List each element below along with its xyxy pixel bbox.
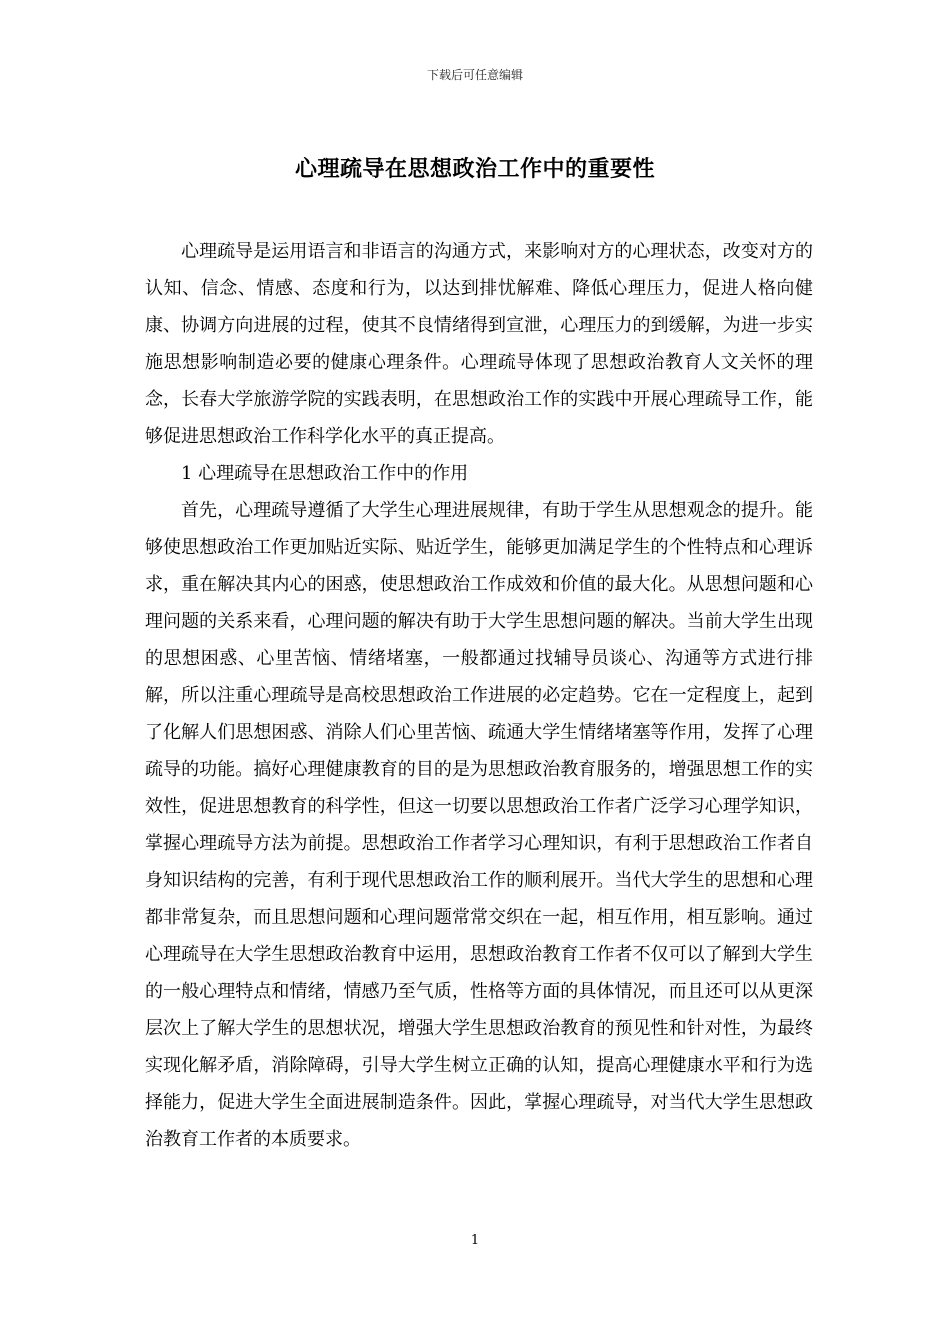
document-title: 心理疏导在思想政治工作中的重要性 [294,156,655,182]
paragraph-intro: 心理疏导是运用语言和非语言的沟通方式，来影响对方的心理状态，改变对方的认知、信念、情感、态度和行为，以达到排忧解难、降低心理压力，促进人格向健康、协调方向进展的过程，使其不良情绪得到宣泄，心理压力的到缓解，为进一步实施思想影响制造必要的健康心理条件。心理疏导体现了思想政治教育人文关怀的理念，长春大学旅游学院的实践表明，在思想政治工作的实践中开展心理疏导工作，能够促进思想政治工作科学化水平的真正提高。 [145,241,813,447]
page-number: 1 [470,1233,480,1248]
header-note: 下载后可任意编辑 [426,68,523,82]
document-body [145,233,813,1158]
paragraph-first: 首先，心理疏导遵循了大学生心理进展规律，有助于学生从思想观念的提升。能够使思想政治工作更加贴近实际、贴近学生，能够更加满足学生的个性特点和心理诉求，重在解决其内心的困惑，使思想政治工作成效和价值的最大化。从思想问题和心理问题的关系来看，心理问题的解决有助于大学生思想问题的解决。当前大学生出现的思想困惑、心里苦恼、情绪堵塞，一般都通过找辅导员谈心、沟通等方式进行排解，所以注重心理疏导是高校思想政治工作进展的必定趋势。它在一定程度上，起到了化解人们思想困惑、消除人们心里苦恼、疏通大学生情绪堵塞等作用，发挥了心理疏导的功能。搞好心理健康教育的目的是为思想政治教育服务的，增强思想工作的实效性，促进思想教育的科学性，但这一切要以思想政治工作者广泛学习心理学知识，掌握心理疏导方法为前提。思想政治工作者学习心理知识，有利于思想政治工作者自身知识结构的完善，有利于现代思想政治工作的顺利展开。当代大学生的思想和心理都非常复杂，而且思想问题和心理问题常常交织在一起，相互作用，相互影响。通过心理疏导在大学生思想政治教育中运用，思想政治教育工作者不仅可以了解到大学生的一般心理特点和情绪，情感乃至气质，性格等方面的具体情况，而且还可以从更深层次上了解大学生的思想状况，增强大学生思想政治教育的预见性和针对性，为最终实现化解矛盾，消除障碍，引导大学生树立正确的认知，提高心理健康水平和行为选择能力，促进大学生全面进展制造条件。因此，掌握心理疏导，对当代大学生思想政治教育工作者的本质要求。 [145,500,813,1150]
section-heading: 1 心理疏导在思想政治工作中的作用 [181,463,469,484]
